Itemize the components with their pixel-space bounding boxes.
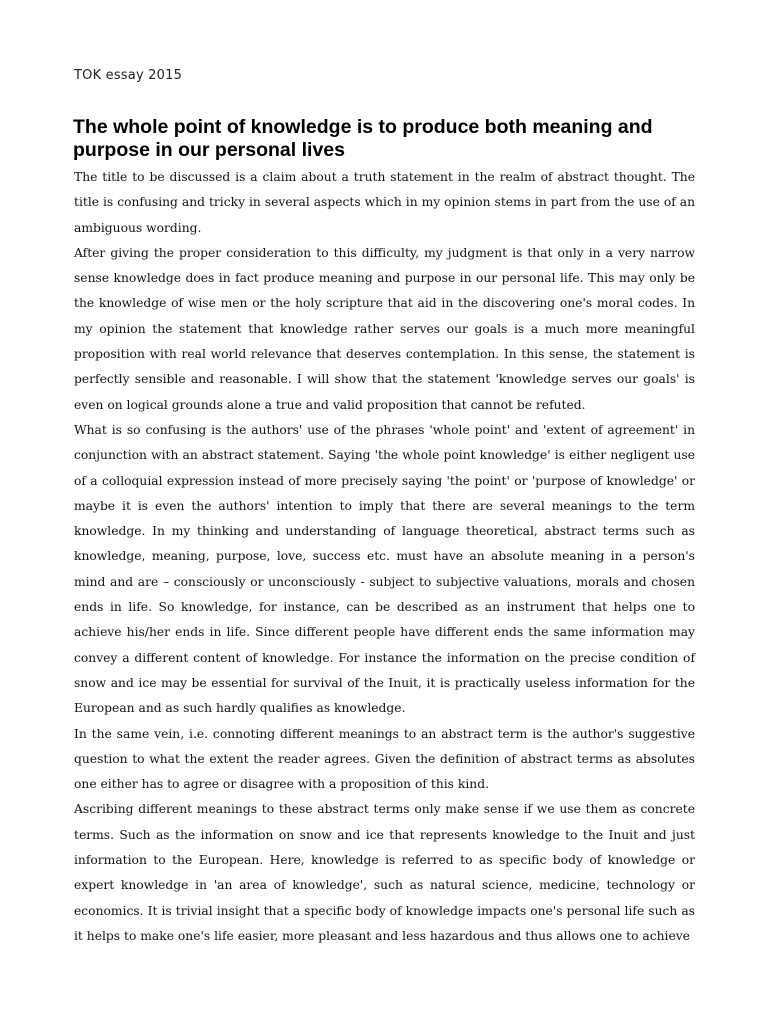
essay-body [74,165,695,949]
document-label: TOK essay 2015 [74,68,183,83]
paragraph: Ascribing different meanings to these abstract terms only make sense if we use them as concrete terms. Such as the information on snow and ice that represents knowledge to the Inuit and just information to the European. Here, knowledge is referred to as specific body of knowledge or expert knowledge in 'an area of knowledge', such as natural science, medicine, technology or economics. It is trivial insight that a specific body of knowledge impacts one's personal life such as it helps to make one's life easier, more pleasant and less hazardous and thus allows one to achieve [74,802,695,943]
paragraph: What is so confusing is the authors' use of the phrases 'whole point' and 'extent of agreement' in conjunction with an abstract statement. Saying 'the whole point knowledge' is either negligent use of a colloquial expression instead of more precisely saying 'the point' or 'purpose of knowledge' or maybe it is even the authors' intention to imply that there are several meanings to the term knowledge. In my thinking and understanding of language theoretical, abstract terms such as knowledge, meaning, purpose, love, success etc. must have an absolute meaning in a person's mind and are – consciously or unconsciously - subject to subjective valuations, morals and chosen ends in life. So knowledge, for instance, can be described as an instrument that helps one to achieve his/her ends in life. Since different people have different ends the same information may convey a different content of knowledge. For instance the information on the precise condition of snow and ice may be essential for survival of the Inuit, it is practically useless information for the European and as such hardly qualifies as knowledge. [74,422,695,716]
paragraph: In the same vein, i.e. connoting different meanings to an abstract term is the author's suggestive question to what the extent the reader agrees. Given the definition of abstract terms as absolutes one either has to agree or disagree with a proposition of this kind. [74,726,695,792]
essay-title: The whole point of knowledge is to produce both meaning and purpose in our personal lives [73,116,653,161]
paragraph: After giving the proper consideration to this difficulty, my judgment is that only in a very narrow sense knowledge does in fact produce meaning and purpose in our personal life. This may only be the knowledge of wise men or the holy scripture that aid in the discovering one's moral codes. In my opinion the statement that knowledge rather serves our goals is a much more meaningful proposition with real world relevance that deserves contemplation. In this sense, the statement is perfectly sensible and reasonable. I will show that the statement 'knowledge serves our goals' is even on logical grounds alone a true and valid proposition that cannot be refuted. [74,245,695,412]
paragraph: The title to be discussed is a claim about a truth statement in the realm of abstract thought. The title is confusing and tricky in several aspects which in my opinion stems in part from the use of an ambiguous wording. [74,170,695,235]
